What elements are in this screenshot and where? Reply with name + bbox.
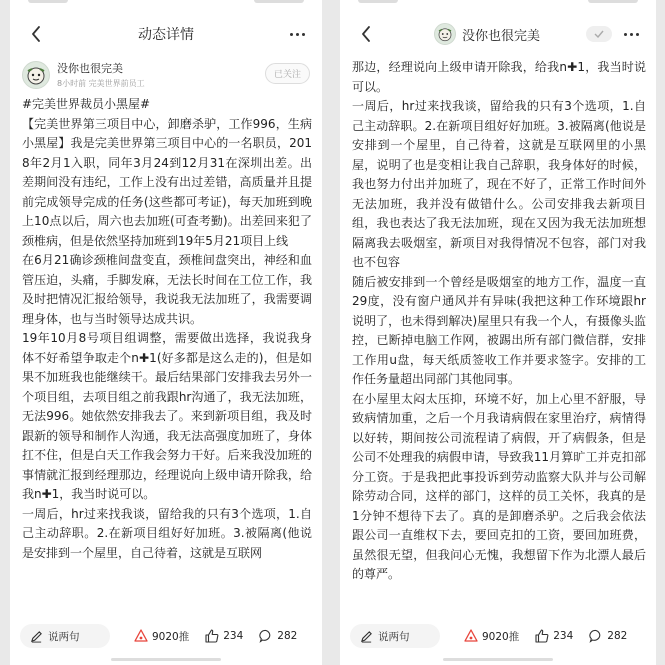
bottom-action-bar: [340, 621, 656, 651]
followed-chip[interactable]: [586, 26, 612, 42]
author-meta: 8小时前 完美世界前员工: [57, 79, 145, 88]
post-body: 那边，经理说向上级申请开除我，给我n✚1，我当时说可以。 一周后，hr过来找我谈，留给我的只有3个选项，1.自己主动辞职。2.在新项目组好好加班。3.被隔离(他说是安排到一个屋里，自己待着，这就是互联网里的小黑屋，说明了也是变相让我自己辞职，我身体好的时候，我也努力付出并加班了，现在不好了，正常工作时间外无法加班，我并没有做错什么。公司安排我去新项目组，我也表达了我无法加班，现在又因为我无法加班想隔离我去吸烟室，新项目对我得情况不包容，部门对我也不包容 随后被安排到一个曾经是吸烟室的地方工作，温度一直29度，没有窗户通风并有异味(我把这种工作环境跟hr说明了，也未得到解决)屋里只有我一个人，有摄像头监控，已断掉电脑工作网，被踢出所有部门微信群，安排工作用u盘，每天纸质签收工作并要求签字。安排的工作任务量超出同部门其他同事。 在小屋里太闷太压抑，环境不好，加上心里不舒服，导致病情加重，之后一个月我请病假在家里治疗，病情得以好转，期间按公司流程请了病假，开了病假条，但是公司不处理我的病假申请，导致我11月算旷工并克扣部分工资。于是我把此事投诉到劳动监察大队并与公司解除劳动合同，这样的部门，这样的员工关怀，我真的是1分钟不想待下去了。真的是卸磨杀驴。之后我会依法跟公司一直维权下去，要回克扣的工资，要回加班费，虽然很无望，但我问心无愧，我想留下作为北漂人最后的尊严。: [352, 60, 646, 581]
status-time-fragment: [28, 0, 68, 3]
comment-button[interactable]: [589, 629, 627, 643]
nav-author-name: 没你也很完美: [461, 28, 540, 44]
share-count: 9020推: [152, 630, 190, 643]
pencil-icon: [360, 630, 373, 643]
status-icons-fragment: [588, 0, 638, 3]
nav-author[interactable]: [434, 23, 540, 45]
status-bar: [340, 0, 656, 14]
comment-label: 说两句: [48, 630, 80, 643]
like-count: 234: [223, 630, 244, 642]
left-screen: [10, 0, 322, 665]
home-indicator: [111, 658, 221, 661]
like-count: 234: [553, 630, 574, 642]
like-button[interactable]: [205, 629, 243, 643]
comment-button[interactable]: [259, 629, 297, 643]
thumbs-up-icon: [205, 629, 219, 643]
more-dot-icon: [630, 33, 633, 36]
comment-input[interactable]: [20, 624, 110, 648]
page-title: 动态详情: [138, 27, 194, 43]
pencil-icon: [30, 630, 43, 643]
nav-bar: [340, 14, 656, 54]
comment-bubble-icon: [259, 629, 273, 643]
author-name[interactable]: 没你也很完美: [57, 62, 123, 75]
push-icon: [464, 629, 478, 643]
status-bar: [10, 0, 322, 14]
share-button[interactable]: [464, 629, 519, 644]
comment-count: 282: [277, 630, 298, 642]
more-dot-icon: [636, 33, 639, 36]
status-icons-fragment: [254, 0, 304, 3]
home-indicator: [443, 658, 553, 661]
like-button[interactable]: [535, 629, 573, 643]
right-screen: [340, 0, 656, 665]
more-button[interactable]: [620, 24, 642, 44]
more-dot-icon: [290, 33, 293, 36]
bottom-action-bar: [10, 621, 322, 651]
more-dot-icon: [624, 33, 627, 36]
nav-bar: [10, 14, 322, 54]
comment-label: 说两句: [378, 630, 410, 643]
avatar: [434, 23, 456, 45]
more-button[interactable]: [286, 24, 308, 44]
back-button[interactable]: [26, 24, 46, 44]
status-time-fragment: [358, 0, 398, 3]
cartoon-avatar-icon: [436, 25, 454, 43]
check-icon: [594, 30, 604, 38]
back-button[interactable]: [356, 24, 376, 44]
chevron-left-icon: [361, 26, 371, 42]
cartoon-avatar-icon: [24, 63, 48, 87]
more-dot-icon: [302, 33, 305, 36]
push-icon: [134, 629, 148, 643]
author-row: [10, 54, 322, 93]
share-count: 9020推: [482, 630, 520, 643]
avatar[interactable]: [22, 61, 50, 89]
comment-count: 282: [607, 630, 628, 642]
chevron-left-icon: [31, 26, 41, 42]
comment-input[interactable]: [350, 624, 440, 648]
more-dot-icon: [296, 33, 299, 36]
share-button[interactable]: [134, 629, 189, 644]
post-body: #完美世界裁员小黑屋# 【完美世界第三项目中心，卸磨杀驴，工作996，生病小黑屋】我是完美世界第三项目中心的一名职员，2018年2月1入职，同年3月24到12月31在深圳出差。出差期间没有违纪，工作上没有出过差错，高质量并且提前完成领导完成的任务(这些都可考证)，每天加班到晚上10点以后，周六也去加班(可查考勤)。出差回来犯了颈椎病，但是依然坚持加班到19年5月21项目上线 在6月21确诊颈椎间盘变直，颈椎间盘突出，神经和血管压迫，头痛，手脚发麻，无法长时间在工位工作，我及时把情况汇报给领导，我说我无法加班了，我需要调理身体，也与当时领导达成共识。 19年10月8号项目组调整，需要做出选择，我说我身体不好希望争取走个n✚1(好多都是这么走的)，但是如果不加班我也能继续干。最后结果部门安排我去另外一个项目组，去项目组之前我跟hr沟通了，我无法加班，无法996。她依然安排我去了。来到新项目组，我及时跟新的领导和制作人沟通，我无法高强度加班了，身体扛不住，但是白天工作我会努力干好。后来我没加班的事情就汇报到经理那边，经理说向上级申请开除我，给我n✚1，我当时说可以。 一周后，hr过来找我谈，留给我的只有3个选项，1.自己主动辞职。2.在新项目组好好加班。3.被隔离(他说是安排到一个屋里，自己待着，这就是互联网: [22, 97, 312, 560]
thumbs-up-icon: [535, 629, 549, 643]
follow-button[interactable]: 已关注: [265, 63, 310, 84]
comment-bubble-icon: [589, 629, 603, 643]
